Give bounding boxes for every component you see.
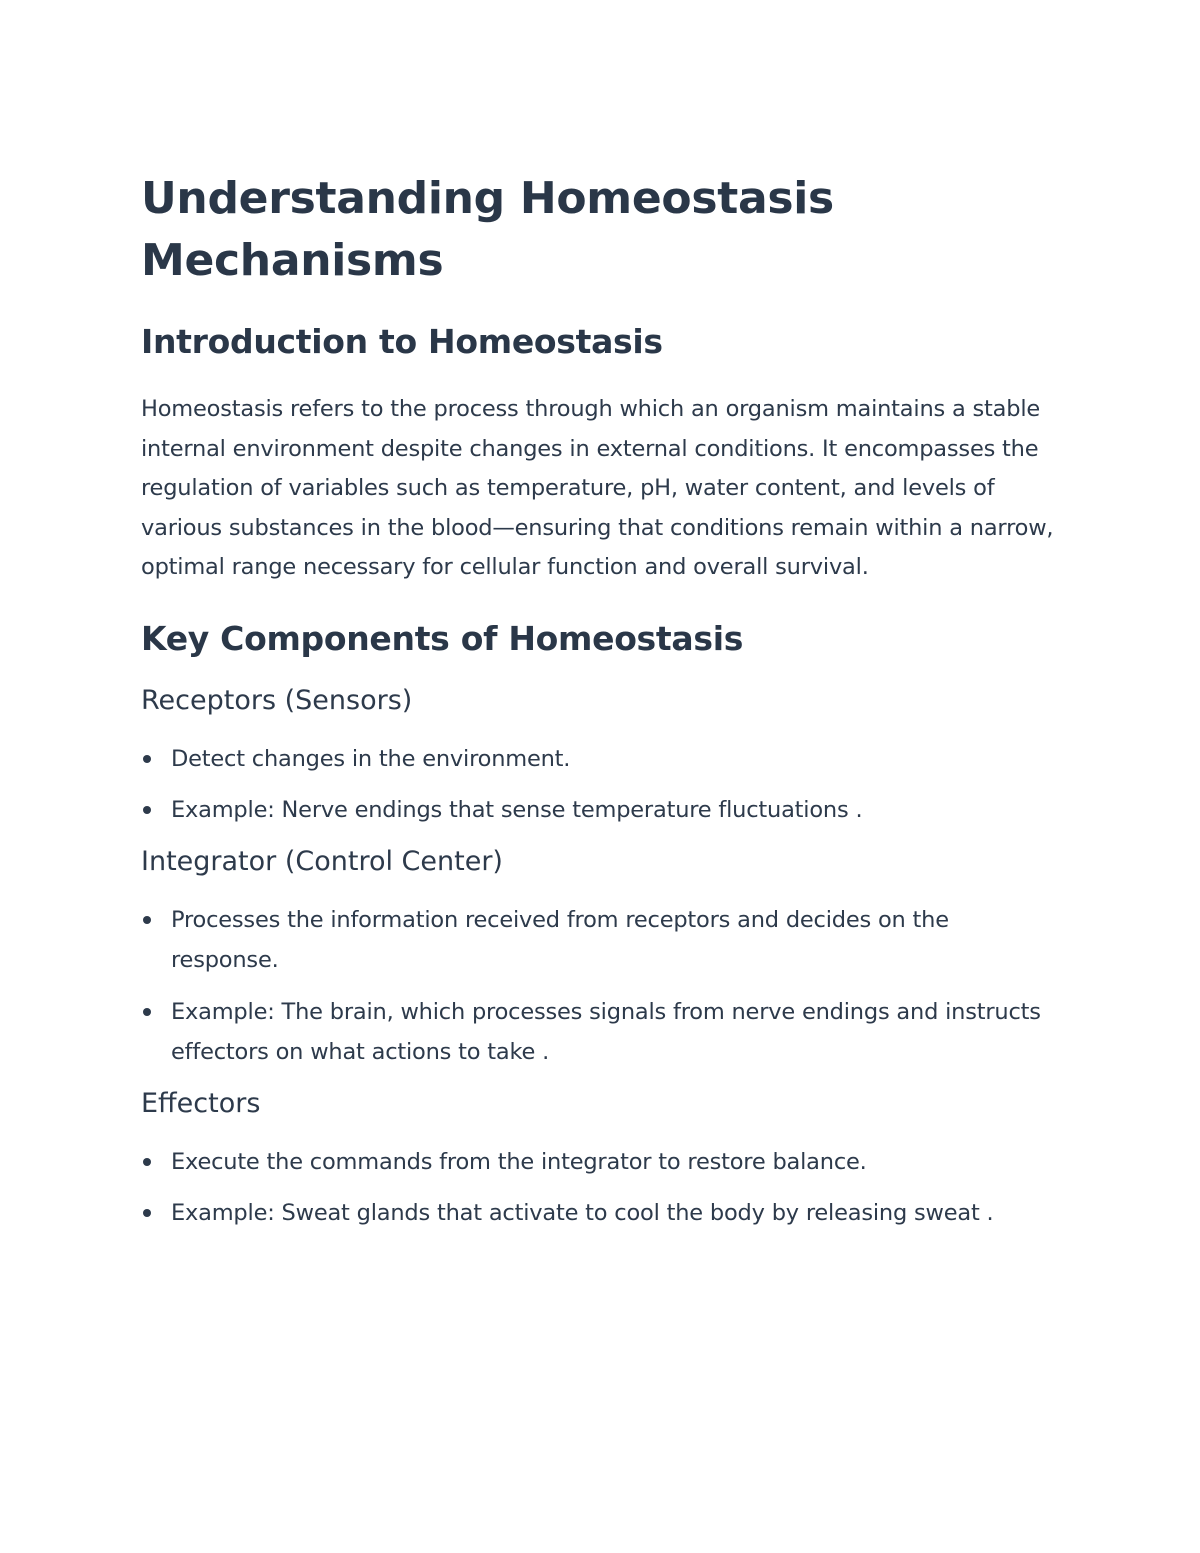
subheading-effectors: Effectors [141,1087,261,1119]
document-page [141,168,1061,1234]
effectors-list [141,1142,1061,1234]
document-title: Understanding Homeostasis Mechanisms [141,173,834,286]
introduction-paragraph: Homeostasis refers to the process through which an organism maintains a stable internal environment despite changes in external conditions. It encompasses the regulation of variables such as temperature, pH, water content, and levels of various substances in the blood—ensuring that conditions remain within a narrow, optimal range necessary for cellular function and overall survival. [141,396,1054,581]
list-item [141,739,1061,780]
receptors-list [141,739,1061,831]
list-item-text: Execute the commands from the integrator to restore balance. [171,1148,867,1175]
subheading-receptors: Receptors (Sensors) [141,684,413,716]
list-item [141,900,1061,981]
bullet-icon [143,806,151,814]
list-item [141,1193,1061,1234]
list-item [141,1142,1061,1183]
list-item-text: Processes the information received from receptors and decides on the response. [171,906,949,974]
list-item-text: Example: Sweat glands that activate to cool the body by releasing sweat . [171,1200,994,1227]
list-item [141,790,1061,831]
list-item-text: Example: The brain, which processes signals from nerve endings and instructs effectors on what actions to take . [171,998,1041,1066]
bullet-icon [143,1209,151,1217]
bullet-icon [143,1008,151,1016]
bullet-icon [143,916,151,924]
list-item-text: Detect changes in the environment. [171,745,571,772]
bullet-icon [143,755,151,763]
section-heading-introduction: Introduction to Homeostasis [141,322,663,361]
list-item-text: Example: Nerve endings that sense temperature fluctuations . [171,797,863,824]
bullet-icon [143,1158,151,1166]
section-heading-key-components: Key Components of Homeostasis [141,618,744,658]
subheading-integrator: Integrator (Control Center) [141,845,503,877]
integrator-list [141,900,1061,1073]
list-item [141,992,1061,1073]
